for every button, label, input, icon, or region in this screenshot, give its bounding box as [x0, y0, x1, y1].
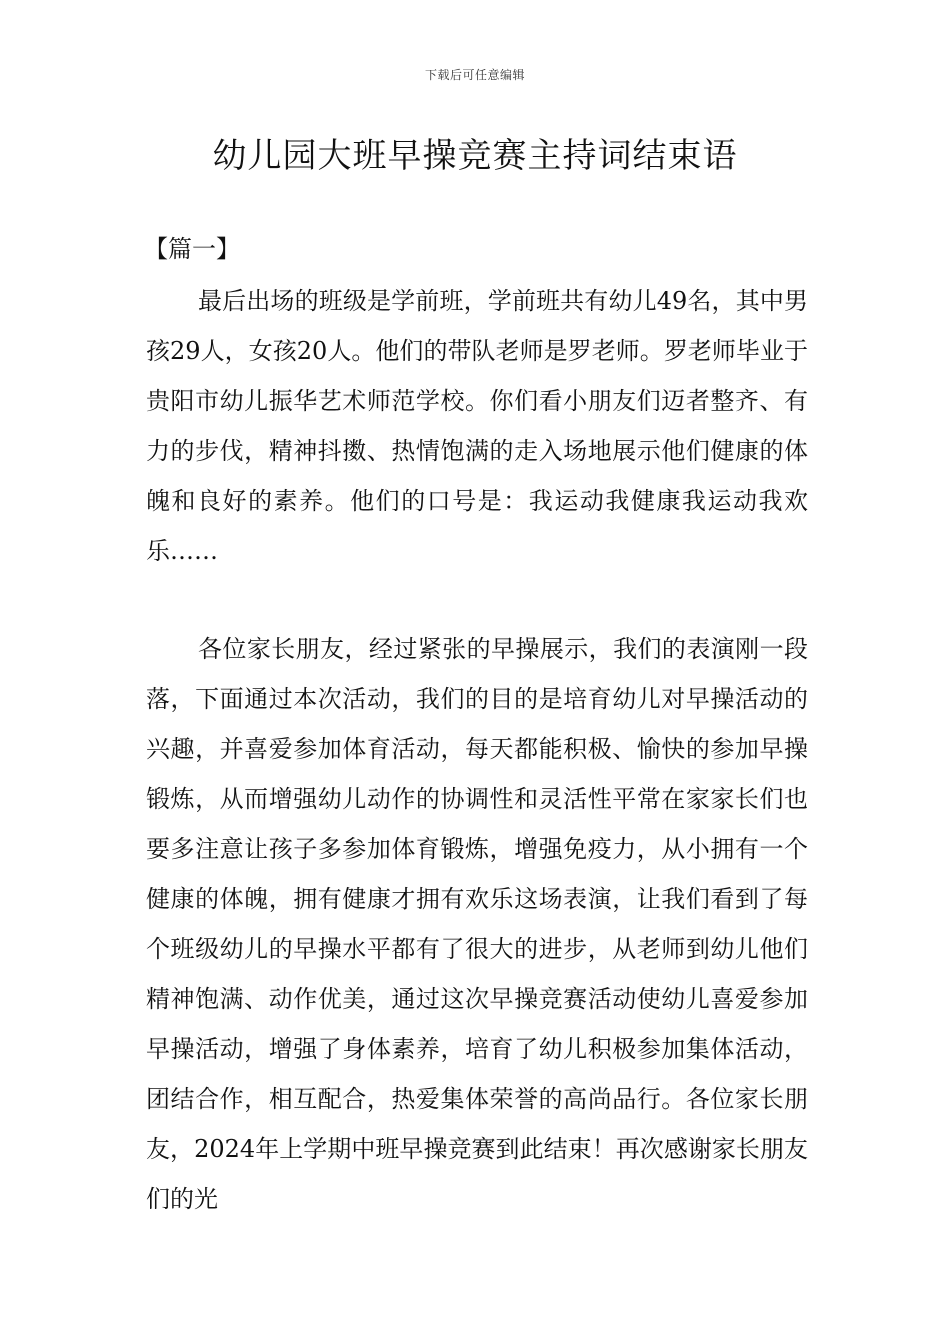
document-title: 幼儿园大班早操竞赛主持词结束语	[212, 136, 738, 176]
paragraph-2: 各位家长朋友，经过紧张的早操展示，我们的表演刚一段落，下面通过本次活动，我们的目的是培育幼儿对早操活动的兴趣，并喜爱参加体育活动，每天都能积极、愉快的参加早操锻炼，从而增强幼儿动作的协调性和灵活性平常在家家长们也要多注意让孩子多参加体育锻炼，增强免疫力，从小拥有一个健康的体魄，拥有健康才拥有欢乐这场表演，让我们看到了每个班级幼儿的早操水平都有了很大的进步，从老师到幼儿他们精神饱满、动作优美，通过这次早操竞赛活动使幼儿喜爱参加早操活动，增强了身体素养，培育了幼儿积极参加集体活动，团结合作，相互配合，热爱集体荣誉的高尚品行。各位家长朋友，2024年上学期中班早操竞赛到此结束！再次感谢家长朋友们的光	[146, 635, 808, 1213]
header-note: 下载后可任意编辑	[424, 68, 525, 82]
section-heading: 【篇一】	[144, 235, 240, 263]
paragraph-1: 最后出场的班级是学前班，学前班共有幼儿49名，其中男孩29人，女孩20人。他们的带队老师是罗老师。罗老师毕业于贵阳市幼儿振华艺术师范学校。你们看小朋友们迈者整齐、有力的步伐，精神抖擞、热情饱满的走入场地展示他们健康的体魄和良好的素养。他们的口号是：我运动我健康我运动我欢乐……	[146, 287, 808, 565]
